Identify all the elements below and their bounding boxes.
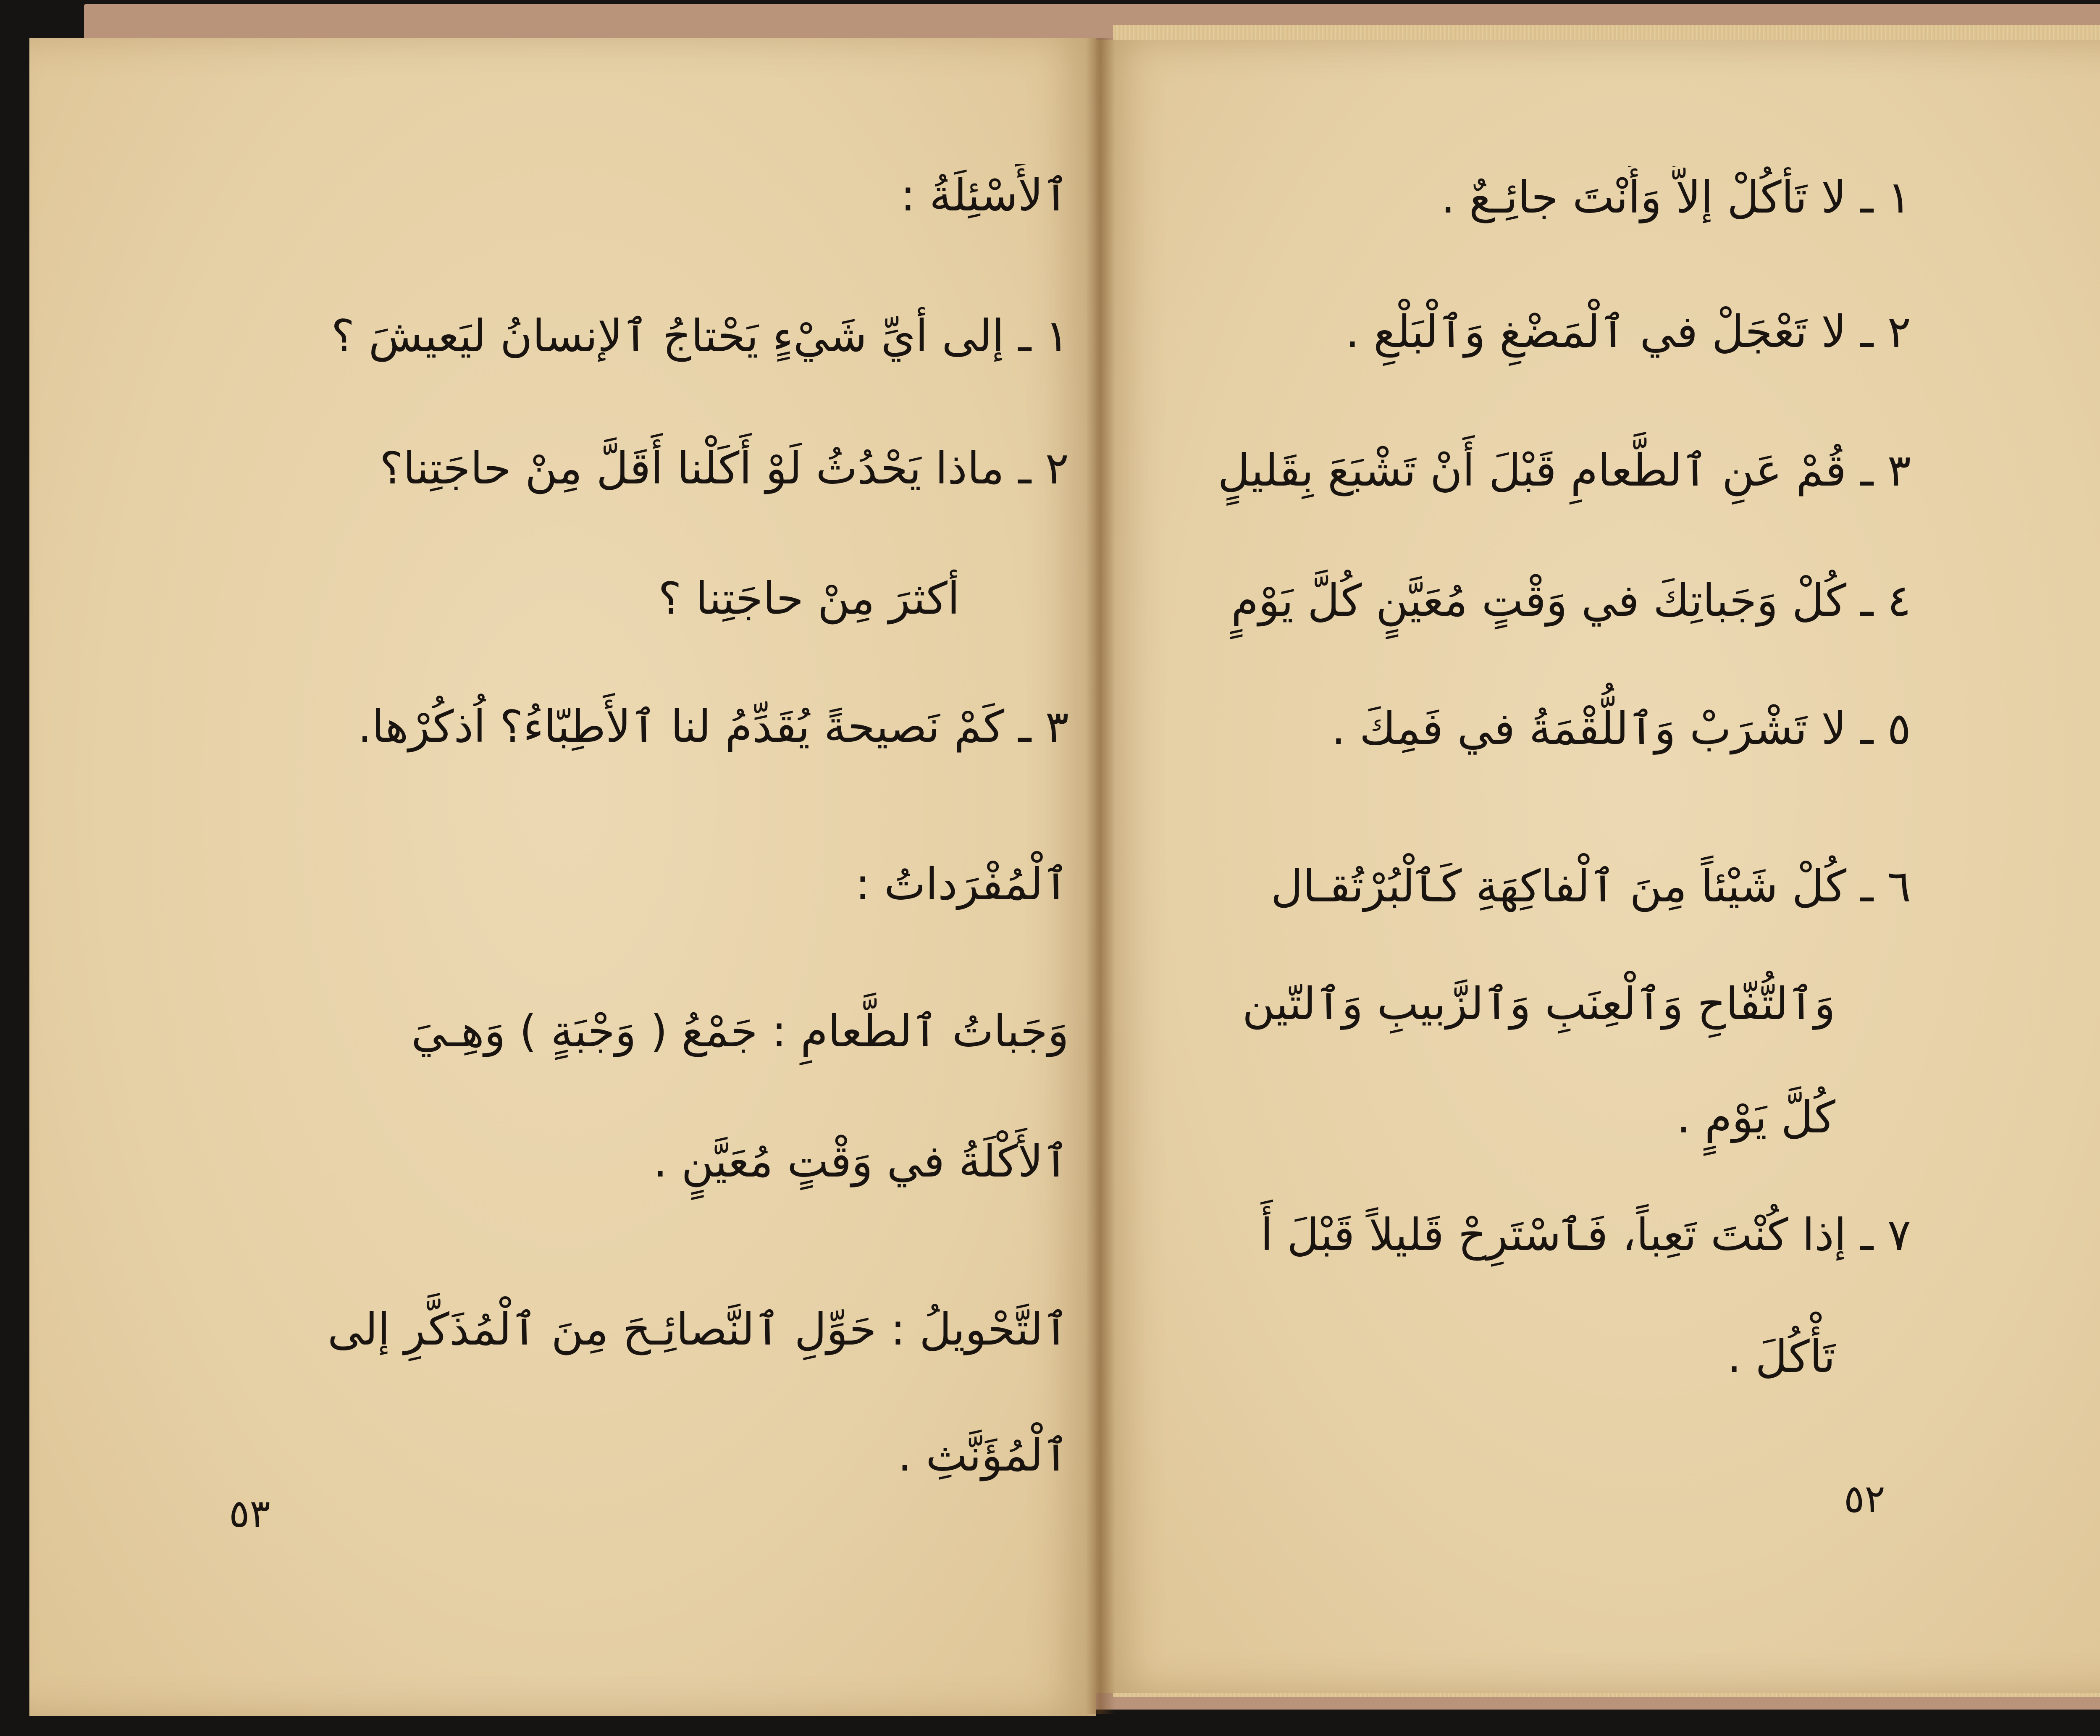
advice-7-end: تَأْكُلَ . bbox=[1727, 1331, 1835, 1382]
advice-1: ١ ـ لا تَأْكُلْ إلاَّ وَأَنْتَ جائِـعٌ . bbox=[1441, 172, 1911, 223]
question-2: ٢ ـ ماذا يَحْدُثُ لَوْ أَكَلْنا أَقَلَّ مِنْ حاجَتِنا؟ bbox=[379, 443, 1069, 494]
advice-6: ٦ ـ كُلْ شَيْئاً مِنَ ٱلْفاكِهَةِ كَٱلْبُرْتُقـال bbox=[1270, 861, 1911, 912]
page-number-left: ٥٣ bbox=[229, 1491, 270, 1536]
advice-3: ٣ ـ قُمْ عَنِ ٱلطَّعامِ قَبْلَ أَنْ تَشْبَعَ بِقَليلٍ bbox=[1218, 445, 1911, 496]
vocab-heading: ٱلْمُفْرَداتُ : bbox=[855, 859, 1069, 910]
question-3: ٣ ـ كَمْ نَصيحةً يُقَدِّمُ لنا ٱلأَطِبّاءُ؟ اُذكُرْها. bbox=[357, 701, 1069, 752]
vocab-line-2: ٱلأَكْلَةُ في وَقْتٍ مُعَيَّنٍ . bbox=[653, 1136, 1069, 1187]
page-number-right: ٥٢ bbox=[1844, 1476, 1885, 1521]
transform-line-2: ٱلْمُؤَنَّثِ . bbox=[898, 1430, 1069, 1481]
advice-6-continuation: وَٱلتُّفّاحِ وَٱلْعِنَبِ وَٱلزَّبيبِ وَٱلتّين bbox=[1242, 978, 1835, 1030]
question-1: ١ ـ إلى أيِّ شَيْءٍ يَحْتاجُ ٱلإنسانُ ليَعيشَ ؟ bbox=[331, 310, 1069, 362]
left-page bbox=[29, 38, 1096, 1716]
right-page bbox=[1096, 40, 2100, 1693]
advice-6-end: كُلَّ يَوْمٍ . bbox=[1676, 1092, 1835, 1143]
vocab-line-1: وَجَباتُ ٱلطَّعامِ : جَمْعُ ( وَجْبَةٍ ) وَهِـيَ bbox=[411, 1006, 1069, 1057]
right-page-lines bbox=[1113, 166, 1915, 1447]
advice-7: ٧ ـ إذا كُنْتَ تَعِباً، فَٱسْتَرِحْ قَليلاً قَبْلَ أَ bbox=[1260, 1209, 1911, 1261]
questions-heading: ٱلأَسْئِلَةُ : bbox=[900, 170, 1069, 221]
advice-5: ٥ ـ لا تَشْرَبْ وَٱللُّقْمَةُ في فَمِكَ . bbox=[1331, 703, 1911, 754]
question-2-continuation: أكثرَ مِنْ حاجَتِنا ؟ bbox=[658, 573, 960, 624]
advice-4: ٤ ـ كُلْ وَجَباتِكَ في وَقْتٍ مُعَيَّنٍ كُلَّ يَوْمٍ bbox=[1231, 575, 1911, 626]
book-gutter bbox=[1086, 38, 1115, 1714]
advice-2: ٢ ـ لا تَعْجَلْ في ٱلْمَضْغِ وَٱلْبَلْعِ . bbox=[1345, 306, 1911, 357]
left-page-text bbox=[90, 164, 1069, 1533]
transform-line-1: ٱلتَّحْويلُ : حَوِّلِ ٱلنَّصائِـحَ مِنَ ٱلْمُذَكَّرِ إلى bbox=[327, 1304, 1069, 1355]
